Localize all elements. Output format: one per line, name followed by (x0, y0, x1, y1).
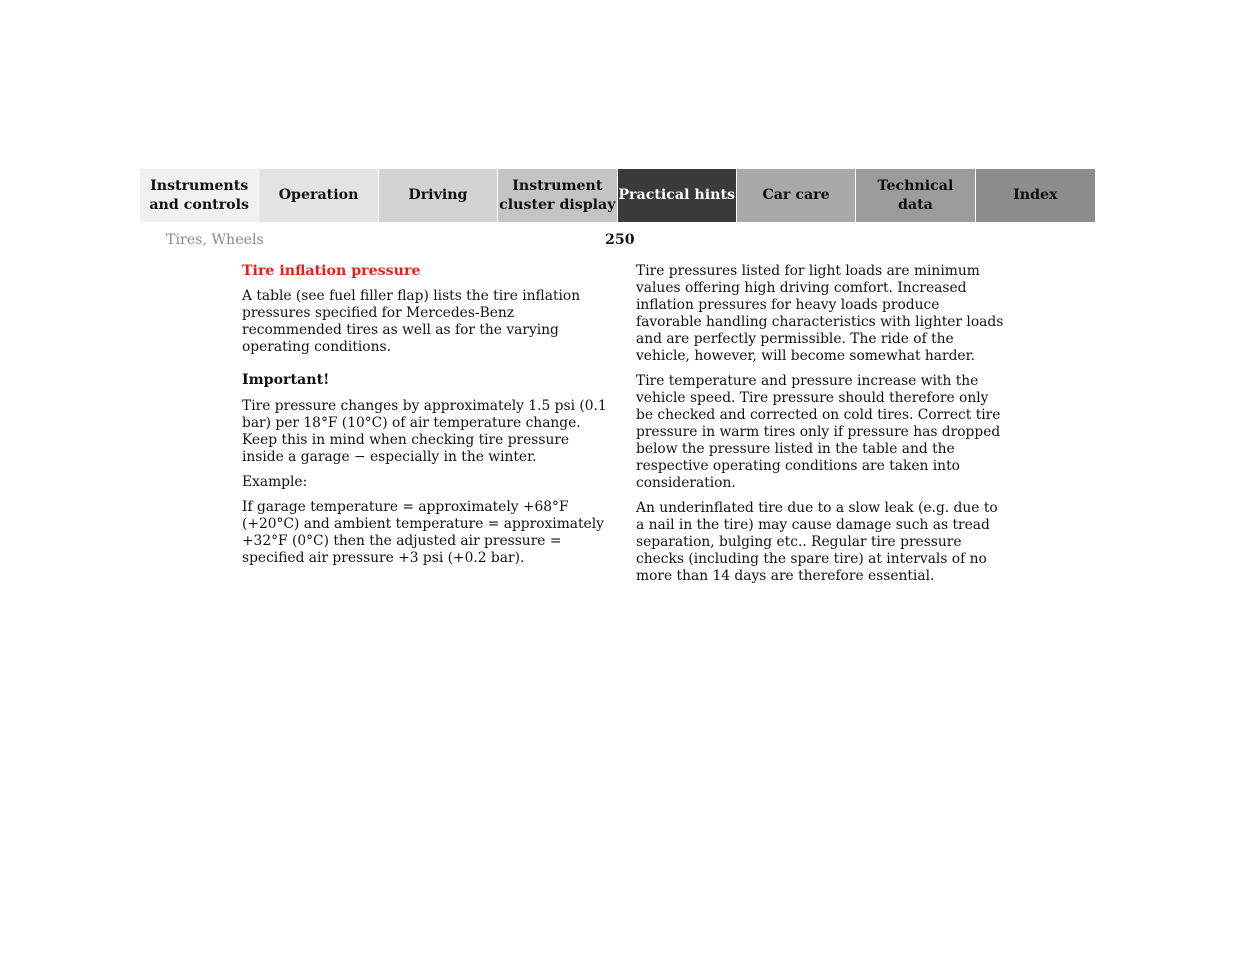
underinflated-paragraph: An underinflated tire due to a slow leak (e.g. due to a nail in the tire) may cause damage such as tread separation, bulging etc.. Regular tire pressure checks (including the spare tire) at intervals of no more than 14 days are therefore essential. (636, 500, 998, 584)
tab-operation[interactable]: Operation (259, 169, 378, 222)
temperature-paragraph: Tire temperature and pressure increase with the vehicle speed. Tire pressure should therefore only be checked and corrected on cold tires. Correct tire pressure in warm tires only if pressure has dropped below the pressure listed in the table and the respective operating conditions are taken into consideration. (636, 373, 1001, 491)
tab-driving[interactable]: Driving (379, 169, 498, 222)
important-heading: Important! (242, 372, 330, 388)
left-column (242, 263, 612, 575)
tab-instrument-cluster-display[interactable]: Instrument cluster display (498, 169, 617, 222)
light-loads-paragraph: Tire pressures listed for light loads are minimum values offering high driving comfort. Increased inflation pressures for heavy loads produce favorable handling characteristics with lighter loads and are perfectly permissible. The ride of the vehicle, however, will become somewhat harder. (636, 263, 1004, 364)
tab-car-care[interactable]: Car care (737, 169, 856, 222)
tab-index[interactable]: Index (976, 169, 1095, 222)
page-number: 250 (605, 232, 635, 248)
section-heading: Tire inflation pressure (242, 263, 421, 279)
important-paragraph: Tire pressure changes by approximately 1.5 psi (0.1 bar) per 18°F (10°C) of air temperature change. Keep this in mind when checking tire pressure inside a garage − especially in the winter. (242, 398, 607, 465)
tab-practical-hints[interactable]: Practical hints (618, 169, 737, 222)
section-navigation (140, 169, 1095, 222)
right-column (636, 263, 1006, 593)
section-label: Tires, Wheels (166, 232, 264, 248)
example-label: Example: (242, 474, 308, 490)
tab-technical-data[interactable]: Technical data (856, 169, 975, 222)
intro-paragraph: A table (see fuel filler flap) lists the tire inflation pressures specified for Mercedes-Benz recommended tires as well as for the varying operating conditions. (242, 288, 581, 355)
example-paragraph: If garage temperature = approximately +68°F (+20°C) and ambient temperature = approximately +32°F (0°C) then the adjusted air pressure = specified air pressure +3 psi (+0.2 bar). (242, 499, 604, 566)
tab-instruments-and-controls[interactable]: Instruments and controls (140, 169, 259, 222)
